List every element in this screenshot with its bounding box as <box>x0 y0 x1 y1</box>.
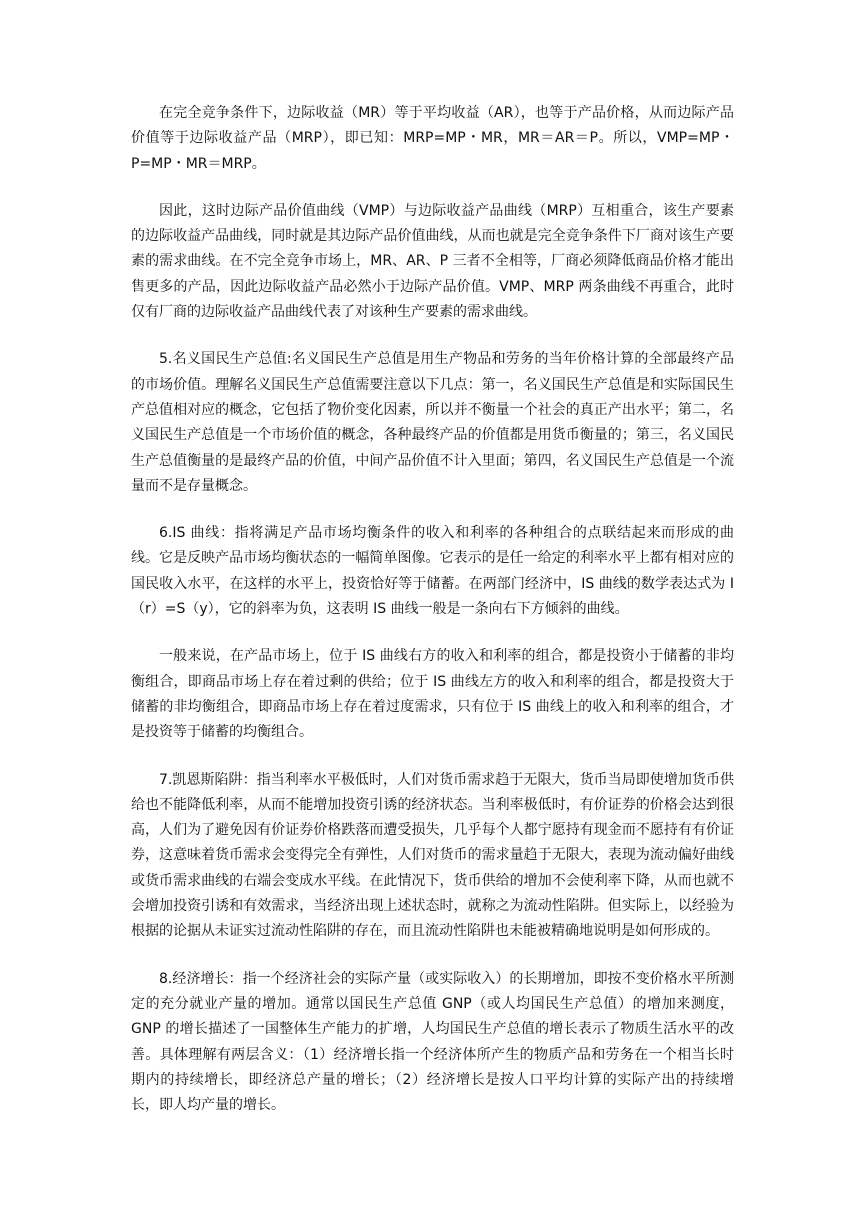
paragraph-economic-growth: 8.经济增长：指一个经济社会的实际产量（或实际收入）的长期增加，即按不变价格水平所测定的充分就业产量的增加。通常以国民生产总值 GNP（或人均国民生产总值）的增加来测度，GNP 的增长描述了一国整体生产能力的扩增，人均国民生产总值的增长表示了物质生活水平的改善。具体理解有两层含义：（1）经济增长指一个经济体所产生的物质产品和劳务在一个相当长时期内的持续增长，即经济总产量的增长；（2）经济增长是按人口平均计算的实际产出的持续增长，即人均产量的增长。 <box>131 970 734 1114</box>
paragraph-is-curve-disequilibrium: 一般来说，在产品市场上，位于 IS 曲线右方的收入和利率的组合，都是投资小于储蓄的非均衡组合，即商品市场上存在着过剩的供给；位于 IS 曲线左方的收入和利率的组合，都是投资大于储蓄的非均衡组合，即商品市场上存在着过度需求，只有位于 IS 曲线上的收入和利率的组合，才是投资等于储蓄的均衡组合。 <box>131 648 734 741</box>
paragraph-is-curve: 6.IS 曲线：指将满足产品市场均衡条件的收入和利率的各种组合的点联结起来而形成的曲线。它是反映产品市场均衡状态的一幅简单图像。它表示的是任一给定的利率水平上都有相对应的国民收入水平，在这样的水平上，投资恰好等于储蓄。在两部门经济中，IS 曲线的数学表达式为 I（r）=S（y），它的斜率为负，这表明 IS 曲线一般是一条向右下方倾斜的曲线。 <box>131 525 734 618</box>
paragraph-mr-ar-equality: 在完全竞争条件下，边际收益（MR）等于平均收益（AR），也等于产品价格，从而边际产品价值等于边际收益产品（MRP），即已知：MRP=MP・MR，MR＝AR＝P。所以，VMP=MP・P=MP・MR＝MRP。 <box>131 105 734 172</box>
paragraph-keynesian-trap: 7.凯恩斯陷阱：指当利率水平极低时，人们对货币需求趋于无限大，货币当局即使增加货币供给也不能降低利率，从而不能增加投资引诱的经济状态。当利率极低时，有价证券的价格会达到很高，人们为了避免因有价证券价格跌落而遭受损失，几乎每个人都宁愿持有现金而不愿持有有价证券，这意味着货币需求会变得完全有弹性，人们对货币的需求量趋于无限大，表现为流动偏好曲线或货币需求曲线的右端会变成水平线。在此情况下，货币供给的增加不会使利率下降，从而也就不会增加投资引诱和有效需求，当经济出现上述状态时，就称之为流动性陷阱。但实际上，以经验为根据的论据从未证实过流动性陷阱的存在，而且流动性陷阱也未能被精确地说明是如何形成的。 <box>131 771 734 940</box>
document-body <box>131 101 734 1140</box>
paragraph-vmp-mrp-curves: 因此，这时边际产品价值曲线（VMP）与边际收益产品曲线（MRP）互相重合，该生产要素的边际收益产品曲线，同时就是其边际产品价值曲线，从而也就是完全竞争条件下厂商对该生产要素的需求曲线。在不完全竞争市场上，MR、AR、P 三者不全相等，厂商必须降低商品价格才能出售更多的产品，因此边际收益产品必然小于边际产品价值。VMP、MRP 两条曲线不再重合，此时仅有厂商的边际收益产品曲线代表了对该种生产要素的需求曲线。 <box>131 202 734 321</box>
paragraph-nominal-gnp: 5.名义国民生产总值:名义国民生产总值是用生产物品和劳务的当年价格计算的全部最终产品的市场价值。理解名义国民生产总值需要注意以下几点：第一，名义国民生产总值是和实际国民生产总值相对应的概念，它包括了物价变化因素，所以并不衡量一个社会的真正产出水平；第二，名义国民生产总值是一个市场价值的概念，各种最终产品的价值都是用货币衡量的；第三，名义国民生产总值衡量的是最终产品的价值，中间产品价值不计入里面；第四，名义国民生产总值是一个流量而不是存量概念。 <box>131 351 734 494</box>
